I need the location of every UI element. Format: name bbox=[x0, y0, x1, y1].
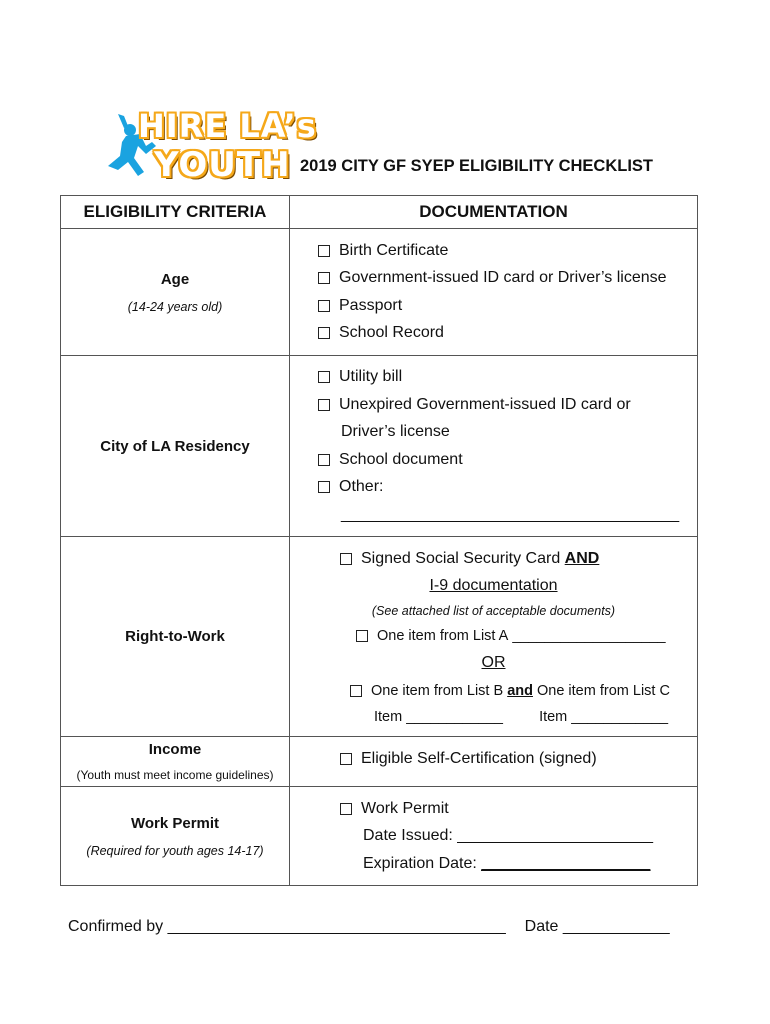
rtw-criteria-cell bbox=[61, 537, 290, 737]
rtw-note: (See attached list of acceptable documents) bbox=[371, 604, 616, 618]
income-label: Income bbox=[148, 741, 202, 758]
checkbox[interactable] bbox=[318, 454, 330, 466]
permit-label: Work Permit bbox=[130, 814, 220, 832]
rtw-doc-cell bbox=[290, 537, 698, 737]
residency-row bbox=[61, 356, 698, 537]
income-doc-cell bbox=[290, 737, 698, 787]
age-label: Age bbox=[160, 270, 190, 288]
permit-note: (Required for youth ages 14-17) bbox=[86, 843, 264, 858]
right-to-work-row bbox=[61, 537, 698, 737]
list-item[interactable]: Work Permit bbox=[340, 795, 697, 823]
list-item[interactable]: One item from List A ___________________ bbox=[290, 623, 697, 649]
residency-label: City of LA Residency bbox=[100, 437, 250, 455]
permit-criteria-cell bbox=[61, 787, 290, 886]
checkbox[interactable] bbox=[340, 553, 352, 565]
age-note: (14-24 years old) bbox=[127, 299, 223, 314]
rtw-label: Right-to-Work bbox=[125, 628, 225, 645]
item-b-blank[interactable]: Item ____________ bbox=[374, 709, 503, 725]
list-item-continued: Driver’s license bbox=[341, 423, 450, 441]
list-item[interactable]: Passport bbox=[318, 292, 697, 320]
checkbox[interactable] bbox=[318, 399, 330, 411]
documentation-header: DOCUMENTATION bbox=[290, 196, 698, 229]
checkbox[interactable] bbox=[318, 327, 330, 339]
checkbox[interactable] bbox=[318, 481, 330, 493]
hire-la-youth-logo bbox=[100, 108, 322, 188]
list-item[interactable]: Eligible Self-Certification (signed) bbox=[340, 745, 697, 773]
table-header-row bbox=[61, 196, 698, 229]
or-label: OR bbox=[481, 654, 506, 671]
checkbox[interactable] bbox=[318, 272, 330, 284]
page-title: 2019 CITY GF SYEP ELIGIBILITY CHECKLIST bbox=[300, 157, 654, 175]
eligibility-table bbox=[60, 195, 698, 886]
work-permit-row bbox=[61, 787, 698, 886]
age-row bbox=[61, 229, 698, 356]
list-item[interactable]: Government-issued ID card or Driver’s license bbox=[318, 265, 697, 293]
date-field[interactable]: Date ____________ bbox=[524, 918, 670, 935]
other-blank[interactable]: ______________________________________ bbox=[341, 505, 680, 523]
permit-doc-cell bbox=[290, 787, 698, 886]
income-criteria-cell bbox=[61, 737, 290, 787]
checkbox[interactable] bbox=[318, 300, 330, 312]
confirmed-by-field[interactable]: Confirmed by ______________________________________ bbox=[68, 918, 506, 935]
list-item[interactable]: Unexpired Government-issued ID card or bbox=[318, 391, 697, 419]
age-doc-cell bbox=[290, 229, 698, 356]
item-blanks bbox=[290, 705, 697, 729]
checkbox[interactable] bbox=[350, 685, 362, 697]
list-item[interactable]: School document bbox=[318, 446, 697, 474]
checkbox[interactable] bbox=[356, 630, 368, 642]
residency-doc-cell bbox=[290, 356, 698, 537]
income-note: (Youth must meet income guidelines) bbox=[76, 768, 274, 782]
logo-line-2: YOUTH bbox=[154, 145, 291, 185]
age-criteria-cell bbox=[61, 229, 290, 356]
date-issued-field[interactable]: Date Issued: ______________________ bbox=[363, 827, 654, 844]
logo-line-1: HIRE LA’s bbox=[138, 107, 317, 145]
i9-line: I-9 documentation bbox=[429, 577, 558, 594]
confirmation-line bbox=[68, 918, 670, 936]
checkbox[interactable] bbox=[318, 245, 330, 257]
checkbox[interactable] bbox=[318, 371, 330, 383]
list-item[interactable]: School Record bbox=[318, 320, 697, 348]
criteria-header: ELIGIBILITY CRITERIA bbox=[61, 196, 290, 229]
checkbox[interactable] bbox=[340, 753, 352, 765]
list-item[interactable]: Birth Certificate bbox=[318, 237, 697, 265]
residency-criteria-cell bbox=[61, 356, 290, 537]
list-item[interactable]: Signed Social Security Card AND bbox=[290, 544, 697, 573]
list-item[interactable]: Utility bill bbox=[318, 364, 697, 392]
item-c-blank[interactable]: Item ____________ bbox=[539, 709, 669, 725]
income-row bbox=[61, 737, 698, 787]
list-item[interactable]: Other: bbox=[318, 474, 697, 502]
checkbox[interactable] bbox=[340, 803, 352, 815]
list-item[interactable]: One item from List B and One item from List C bbox=[290, 677, 697, 705]
expiration-field[interactable]: Expiration Date: ___________________ bbox=[363, 854, 651, 872]
